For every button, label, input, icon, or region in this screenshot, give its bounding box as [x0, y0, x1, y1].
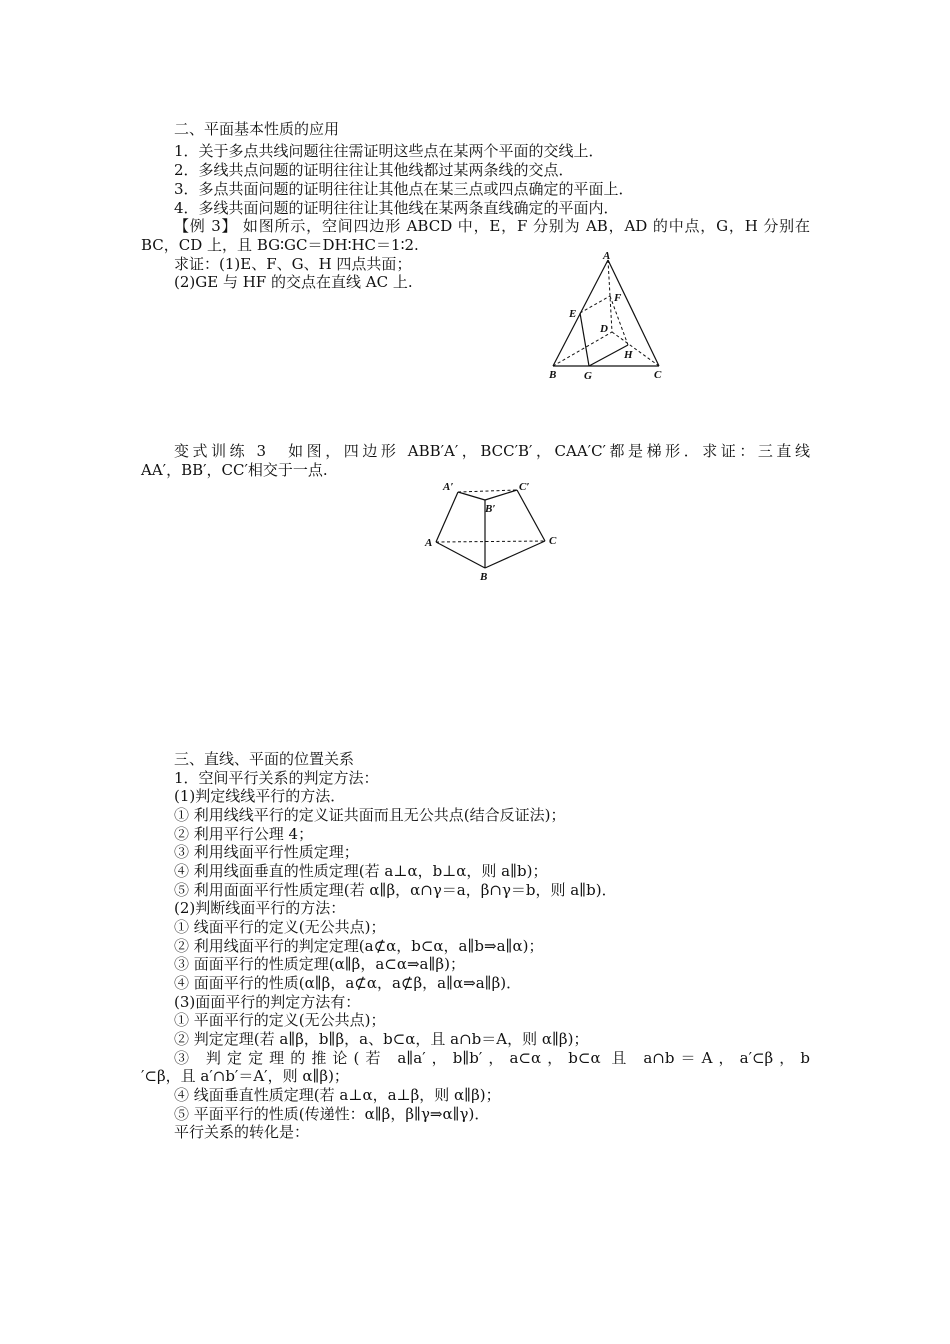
s3-line-6: ④ 利用线面垂直的性质定理(若 a⊥α，b⊥α，则 a∥b)；: [174, 862, 548, 880]
frustum-figure: [420, 476, 570, 586]
s3-line-7: ⑤ 利用面面平行性质定理(若 α∥β，α∩γ＝a，β∩γ＝b，则 a∥b)．: [174, 881, 617, 899]
s3-corollary-cont: ′⊂β，且 a′∩b′＝A′，则 α∥β)；: [141, 1067, 349, 1085]
s3-line-17: ⑤ 平面平行的性质(传递性：α∥β，β∥γ⇒α∥γ)．: [174, 1105, 490, 1123]
section-heading-3: 三、直线、平面的位置关系: [174, 750, 355, 768]
s3-line-14: ① 平面平行的定义(无公共点)；: [174, 1011, 386, 1029]
principle-4: 4．多线共面问题的证明往往让其他线在某两条直线确定的平面内．: [174, 199, 619, 217]
example-3-statement: 【例 3】 如图所示，空间四边形 ABCD 中，E，F 分别为 AB，AD 的中点，G，H 分别在: [174, 217, 810, 235]
principle-2: 2．多线共点问题的证明往往让其他线都过某两条线的交点．: [174, 161, 574, 179]
label-A2: A: [425, 537, 433, 549]
section-heading-2: 二、平面基本性质的应用: [174, 120, 340, 138]
s3-line-2: (1)判定线线平行的方法．: [174, 787, 346, 805]
tetrahedron-figure: [540, 245, 680, 385]
s3-line-3: ① 利用线线平行的定义证共面而且无公共点(结合反证法)；: [174, 806, 566, 824]
s3-line-1: 1．空间平行关系的判定方法：: [174, 769, 379, 787]
label-C-prime: C′: [519, 481, 530, 493]
s3-line-5: ③ 利用线面平行性质定理；: [174, 843, 359, 861]
label-A-prime: A′: [443, 481, 454, 493]
s3-line-12: ④ 面面平行的性质(α∥β，a⊄α，a⊄β，a∥α⇒a∥β)．: [174, 974, 522, 992]
s3-line-9: ① 线面平行的定义(无公共点)；: [174, 918, 386, 936]
principle-1: 1．关于多点共线问题往往需证明这些点在某两个平面的交线上．: [174, 142, 604, 160]
label-F: F: [614, 292, 622, 304]
exercise-3-statement: 变式训练 3 如图，四边形 ABB′A′，BCC′B′，CAA′C′都是梯形．求证：三直线: [174, 442, 810, 460]
s3-line-8: (2)判断线面平行的方法：: [174, 899, 346, 917]
label-C: C: [654, 369, 662, 381]
label-B2: B: [480, 571, 488, 583]
label-G: G: [584, 370, 592, 382]
label-B-prime: B′: [485, 503, 496, 515]
exercise-3-statement-cont: AA′，BB′，CC′相交于一点.: [141, 461, 328, 479]
s3-line-11: ③ 面面平行的性质定理(α∥β，a⊂α⇒a∥β)；: [174, 955, 465, 973]
example-3-condition: BC，CD 上，且 BG∶GC＝DH∶HC＝1∶2.: [141, 236, 419, 254]
label-H: H: [624, 349, 633, 361]
label-A: A: [603, 250, 611, 262]
s3-line-16: ④ 线面垂直性质定理(若 a⊥α，a⊥β，则 α∥β)；: [174, 1086, 501, 1104]
label-C2: C: [549, 535, 557, 547]
example-3-proof-2: (2)GE 与 HF 的交点在直线 AC 上.: [174, 273, 413, 291]
s3-line-10: ② 利用线面平行的判定定理(a⊄α，b⊂α，a∥b⇒a∥α)；: [174, 937, 544, 955]
s3-corollary: ③ 判定定理的推论(若 a∥a′，b∥b′，a⊂α，b⊂α 且 a∩b＝A，a′⊂β，b: [174, 1049, 810, 1067]
s3-line-4: ② 利用平行公理 4；: [174, 825, 314, 843]
label-B: B: [549, 369, 557, 381]
label-D: D: [600, 323, 608, 335]
s3-line-15: ② 判定定理(若 a∥β，b∥β，a、b⊂α，且 a∩b＝A，则 α∥β)；: [174, 1030, 589, 1048]
principle-3: 3．多点共面问题的证明往往让其他点在某三点或四点确定的平面上．: [174, 180, 634, 198]
s3-line-13: (3)面面平行的判定方法有：: [174, 993, 361, 1011]
label-E: E: [569, 308, 577, 320]
example-3-proof-1: 求证：(1)E、F、G、H 四点共面；: [174, 255, 412, 273]
s3-line-18: 平行关系的转化是：: [174, 1123, 310, 1141]
